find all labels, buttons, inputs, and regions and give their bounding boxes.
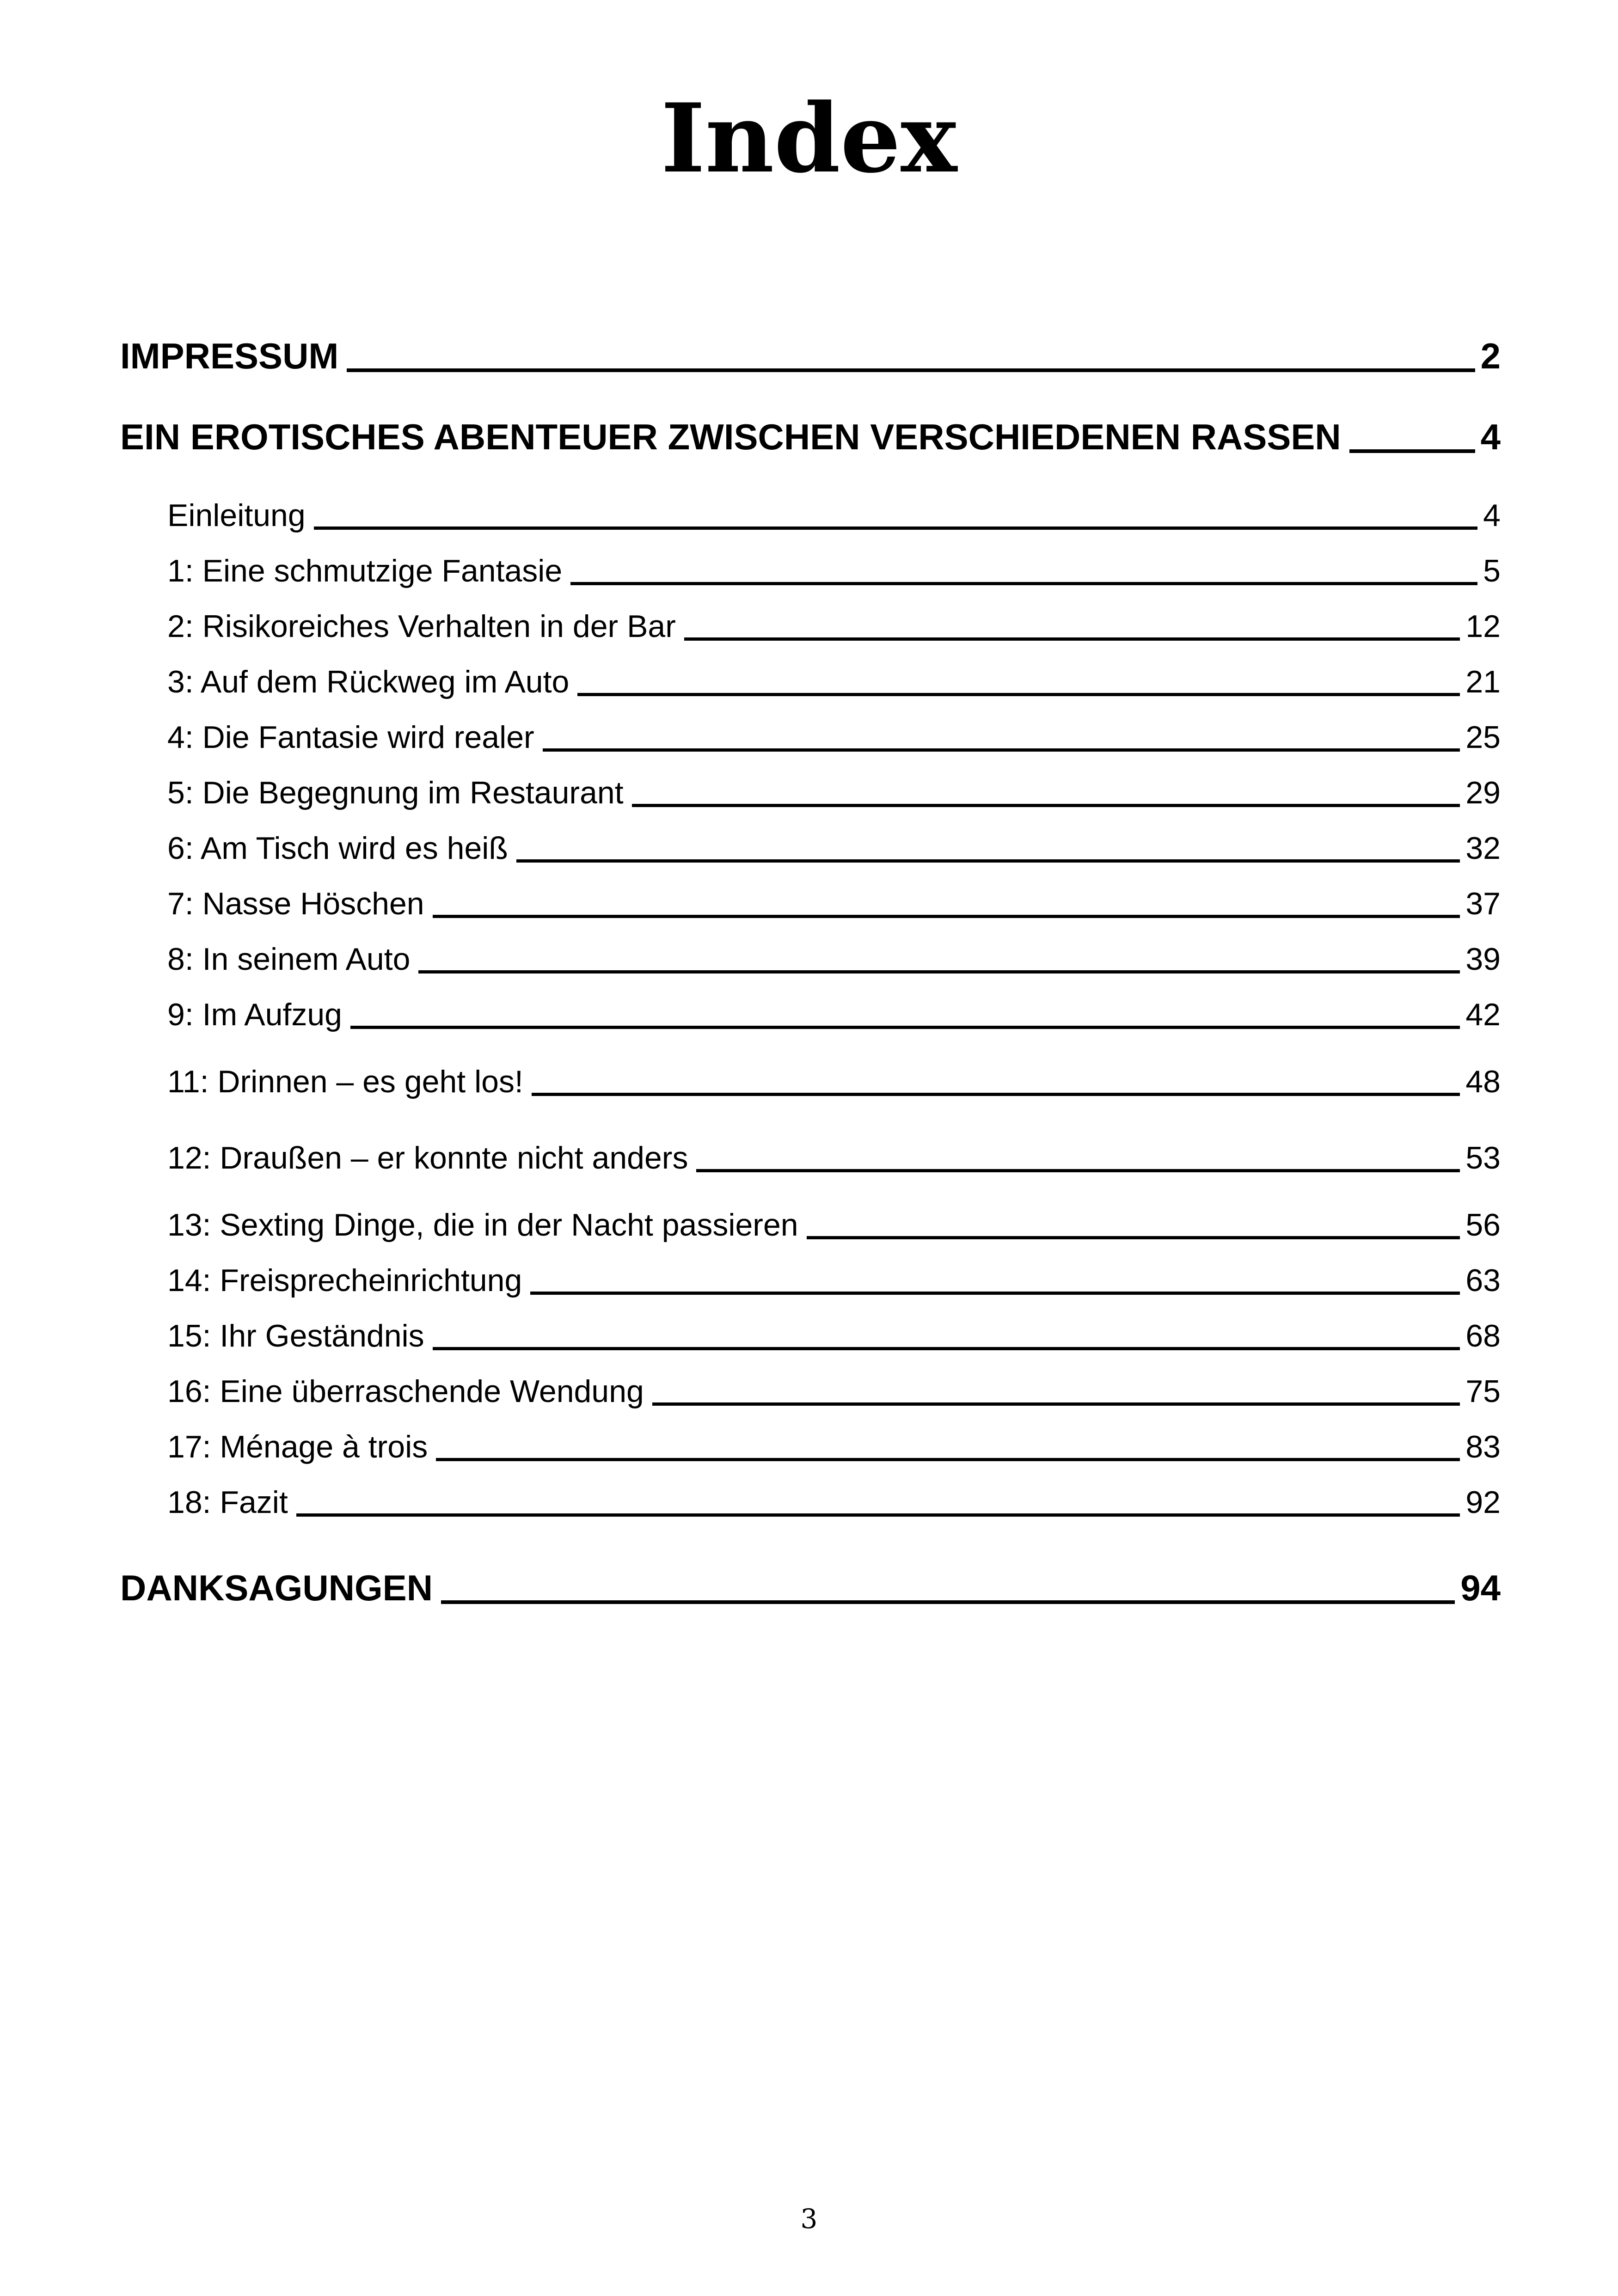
toc-entry-chapter-12[interactable]: [167, 1135, 1501, 1181]
toc-entry-chapter-6[interactable]: [167, 825, 1501, 871]
toc-entry-chapter-8[interactable]: [167, 936, 1501, 982]
toc-entry-label: 18: Fazit: [167, 1485, 288, 1520]
toc-leader-line: [652, 1402, 1460, 1406]
toc-entry-label: 16: Eine überraschende Wendung: [167, 1374, 644, 1409]
toc-entry-label: 14: Freisprecheinrichtung: [167, 1263, 522, 1298]
toc-entry-label: 9: Im Aufzug: [167, 997, 342, 1032]
toc-entry-page: 75: [1465, 1374, 1501, 1409]
toc-entry-danksagungen[interactable]: [120, 1562, 1501, 1613]
toc-leader-line: [296, 1513, 1460, 1517]
toc-leader-line: [433, 1347, 1460, 1350]
toc-entry-page: 21: [1465, 664, 1501, 699]
toc-entry-label: 7: Nasse Höschen: [167, 886, 424, 921]
toc-leader-line: [632, 804, 1460, 807]
toc-leader-line: [543, 748, 1460, 752]
toc-entry-label: 4: Die Fantasie wird realer: [167, 720, 534, 755]
page-title: Index: [661, 83, 957, 194]
toc-entry-page: 12: [1465, 609, 1501, 644]
toc-entry-label: 6: Am Tisch wird es heiß: [167, 831, 508, 866]
toc-leader-line: [436, 1458, 1460, 1461]
toc-entry-page: 63: [1465, 1263, 1501, 1298]
toc-entry-chapter-15[interactable]: [167, 1313, 1501, 1359]
toc-entry-page: 37: [1465, 886, 1501, 921]
toc-entry-page: 68: [1465, 1318, 1501, 1353]
toc-entry-chapter-14[interactable]: [167, 1257, 1501, 1304]
toc-entry-label: EIN EROTISCHES ABENTEUER ZWISCHEN VERSCHIEDENEN RASSEN: [120, 416, 1341, 457]
toc-entry-chapter-17[interactable]: [167, 1424, 1501, 1470]
toc-leader-line: [418, 970, 1460, 974]
toc-entry-page: 42: [1465, 997, 1501, 1032]
toc-entry-chapter-16[interactable]: [167, 1368, 1501, 1414]
toc-leader-line: [807, 1236, 1460, 1239]
toc-leader-line: [433, 915, 1460, 918]
toc-entry-page: 56: [1465, 1207, 1501, 1243]
toc-leader-line: [314, 527, 1478, 530]
toc-entry-page: 29: [1465, 775, 1501, 810]
toc-entry-label: 3: Auf dem Rückweg im Auto: [167, 664, 570, 699]
toc-entry-einleitung[interactable]: [167, 492, 1501, 539]
toc-entry-chapter-2[interactable]: [167, 603, 1501, 649]
toc-entry-impressum[interactable]: [120, 331, 1501, 381]
toc-entry-label: 15: Ihr Geständnis: [167, 1318, 424, 1353]
toc-entry-label: 8: In seinem Auto: [167, 942, 411, 977]
toc-entry-page: 25: [1465, 720, 1501, 755]
toc-entry-chapter-9[interactable]: [167, 992, 1501, 1038]
toc-entry-page: 83: [1465, 1429, 1501, 1464]
toc-entry-label: 2: Risikoreiches Verhalten in der Bar: [167, 609, 676, 644]
toc-entry-page: 92: [1465, 1485, 1501, 1520]
toc-entry-label: 13: Sexting Dinge, die in der Nacht passieren: [167, 1207, 798, 1243]
toc-leader-line: [441, 1600, 1455, 1604]
toc-leader-line: [350, 1026, 1460, 1029]
toc-entry-label: 11: Drinnen – es geht los!: [167, 1064, 523, 1099]
toc-entry-label: 17: Ménage à trois: [167, 1429, 428, 1464]
toc-entry-chapter-7[interactable]: [167, 881, 1501, 927]
toc-entry-page: 39: [1465, 942, 1501, 977]
toc-leader-line: [1349, 449, 1475, 453]
toc-entry-chapter-18[interactable]: [167, 1479, 1501, 1525]
toc-entry-label: DANKSAGUNGEN: [120, 1567, 433, 1608]
toc-entry-abenteuer[interactable]: [120, 411, 1501, 462]
toc-entry-page: 5: [1483, 553, 1501, 588]
toc-entry-page: 4: [1480, 416, 1501, 457]
toc-entry-label: 5: Die Begegnung im Restaurant: [167, 775, 624, 810]
toc-entry-chapter-4[interactable]: [167, 714, 1501, 760]
toc-entry-page: 2: [1480, 336, 1501, 376]
toc-entry-page: 4: [1483, 498, 1501, 533]
toc-entry-page: 94: [1460, 1567, 1501, 1608]
page-number: 3: [800, 2203, 818, 2235]
toc-entry-label: IMPRESSUM: [120, 336, 339, 376]
toc-leader-line: [570, 582, 1477, 585]
toc-entry-chapter-13[interactable]: [167, 1202, 1501, 1248]
toc-entry-label: Einleitung: [167, 498, 306, 533]
toc-entry-page: 32: [1465, 831, 1501, 866]
toc-entry-chapter-5[interactable]: [167, 770, 1501, 816]
toc-entry-label: 12: Draußen – er konnte nicht anders: [167, 1140, 688, 1176]
toc-leader-line: [696, 1169, 1460, 1172]
toc-leader-line: [684, 637, 1460, 641]
toc-entry-chapter-11[interactable]: [167, 1059, 1501, 1105]
toc-leader-line: [516, 859, 1460, 863]
toc-leader-line: [347, 368, 1475, 372]
toc-leader-line: [530, 1292, 1460, 1295]
toc-leader-line: [532, 1093, 1460, 1096]
toc-entry-page: 53: [1465, 1140, 1501, 1176]
toc-entry-chapter-3[interactable]: [167, 659, 1501, 705]
toc-entry-label: 1: Eine schmutzige Fantasie: [167, 553, 563, 588]
toc-entry-page: 48: [1465, 1064, 1501, 1099]
toc-entry-chapter-1[interactable]: [167, 548, 1501, 594]
toc-leader-line: [577, 693, 1460, 696]
